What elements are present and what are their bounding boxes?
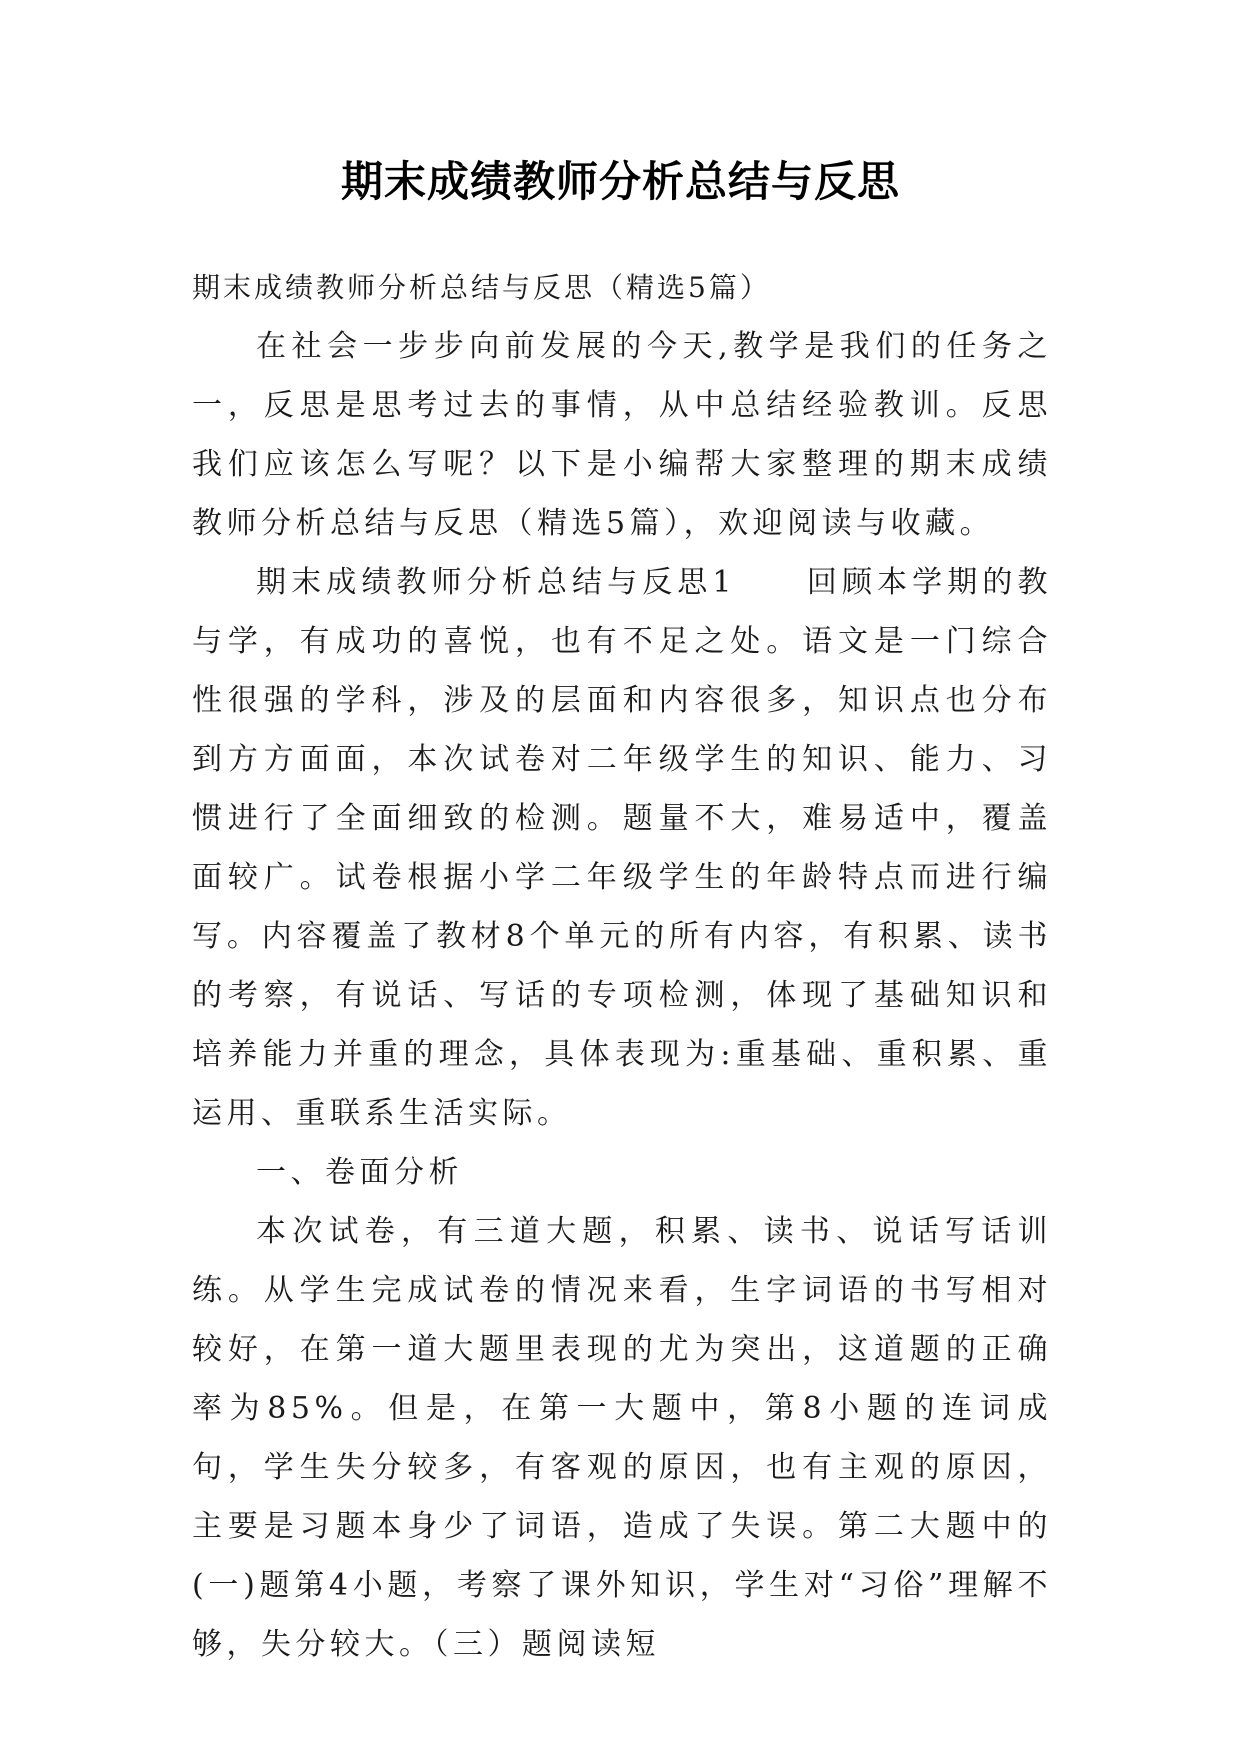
- document-body: [192, 258, 1052, 1674]
- analysis-paragraph: 本次试卷，有三道大题，积累、读书、说话写话训练。从学生完成试卷的情况来看，生字词语的书写相对较好，在第一道大题里表现的尤为突出，这道题的正确率为85%。但是，在第一大题中，第8小题的连词成句，学生失分较多，有客观的原因，也有主观的原因，主要是习题本身少了词语，造成了失误。第二大题中的(一)题第4小题，考察了课外知识，学生对“习俗”理解不够，失分较大。（三）题阅读短: [192, 1214, 1052, 1662]
- section-heading: 一、卷面分析: [256, 1155, 463, 1190]
- reflection-1-paragraph: 期末成绩教师分析总结与反思1 回顾本学期的教与学，有成功的喜悦，也有不足之处。语文是一门综合性很强的学科，涉及的层面和内容很多，知识点也分布到方方面面，本次试卷对二年级学生的知识、能力、习惯进行了全面细致的检测。题量不大，难易适中，覆盖面较广。试卷根据小学二年级学生的年龄特点而进行编写。内容覆盖了教材8个单元的所有内容，有积累、读书的考察，有说话、写话的专项检测，体现了基础知识和培养能力并重的理念，具体表现为:重基础、重积累、重运用、重联系生活实际。: [192, 565, 1052, 1131]
- intro-paragraph: 在社会一步步向前发展的今天,教学是我们的任务之一，反思是思考过去的事情，从中总结经验教训。反思我们应该怎么写呢？以下是小编帮大家整理的期末成绩教师分析总结与反思（精选5篇），欢迎阅读与收藏。: [192, 329, 1052, 541]
- subtitle-paragraph: 期末成绩教师分析总结与反思（精选5篇）: [192, 271, 771, 304]
- document-title: 期末成绩教师分析总结与反思: [340, 157, 900, 206]
